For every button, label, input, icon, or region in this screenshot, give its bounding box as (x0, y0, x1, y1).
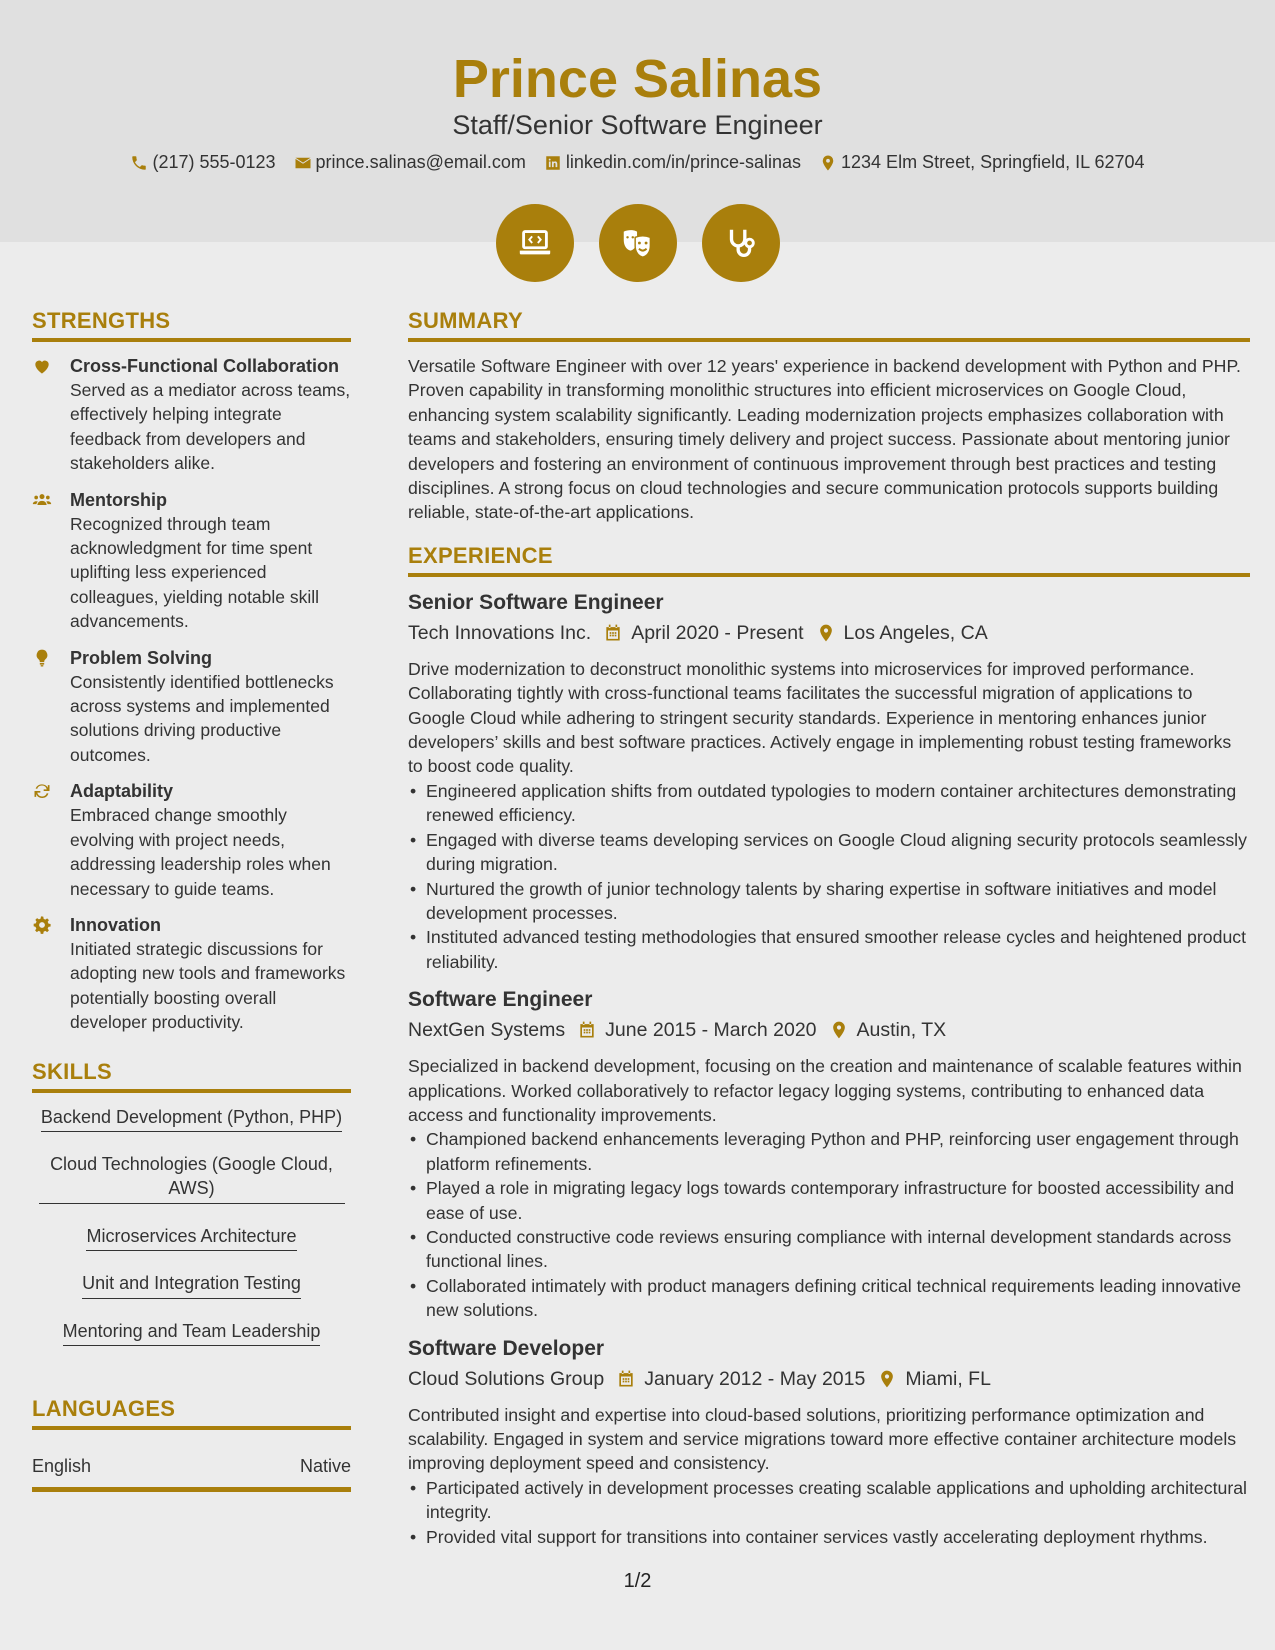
strengths-heading: STRENGTHS (32, 308, 351, 342)
skill-item: Mentoring and Team Leadership (63, 1319, 321, 1346)
strength-desc: Recognized through team acknowledgment for time spent uplifting less experienced colleagues, yielding notable skill advancements. (70, 513, 320, 632)
map-marker-icon (816, 623, 836, 643)
strength-item (32, 354, 351, 476)
candidate-name: Prince Salinas (452, 49, 823, 109)
contact-email[interactable] (294, 152, 526, 173)
job-location: Miami, FL (905, 1367, 991, 1390)
job-bullet: • Conducted constructive code reviews ensuring compliance with internal development standards across functional lines. (408, 1225, 1250, 1274)
strength-item (32, 913, 351, 1035)
strength-desc: Embraced change smoothly evolving with project needs, addressing leadership roles when necessary to guide teams. (70, 805, 331, 899)
theater-masks-icon (599, 204, 677, 282)
envelope-icon (294, 154, 312, 172)
job-desc: Contributed insight and expertise into cloud-based solutions, prioritizing performance optimization and scalability. Engaged in system and service migrations toward more effective container architecture models improving deployment speed and consistency. (408, 1404, 1237, 1474)
job-bullets (408, 1127, 1250, 1322)
calendar-icon (603, 623, 623, 643)
summary-heading: SUMMARY (408, 308, 1250, 342)
job-desc: Drive modernization to deconstruct monolithic systems into microservices for improved performance. Collaborating tightly with cross-functional teams facilitates the successful migration of applications to Google Cloud while adhering to stringent security standards. Experience in mentoring enhances junior developers’ skills and best software practices. Actively engage in implementing robust testing frameworks to boost code quality. (408, 658, 1232, 777)
job-entry (408, 589, 1250, 974)
map-marker-icon (829, 1020, 849, 1040)
gear-icon (32, 915, 52, 935)
users-icon (32, 490, 52, 510)
strength-title: Mentorship (70, 489, 167, 510)
job-title: Software Engineer (408, 988, 593, 1012)
job-entry (408, 986, 1250, 1322)
job-bullet: • Engineered application shifts from outdated typologies to modern container architectures demonstrating renewed efficiency. (408, 779, 1250, 828)
map-marker-icon (819, 154, 837, 172)
languages-heading: LANGUAGES (32, 1396, 351, 1430)
job-location: Los Angeles, CA (843, 621, 988, 644)
language-name: English (32, 1455, 92, 1476)
heart-icon (32, 356, 52, 376)
sync-icon (32, 781, 52, 801)
job-meta (408, 1365, 1250, 1393)
job-bullet: • Provided vital support for transitions into container services vastly accelerating deployment rhythms. (408, 1525, 1250, 1549)
job-bullet: • Instituted advanced testing methodologies that ensured smoother release cycles and heightened product reliability. (408, 925, 1250, 974)
strength-item (32, 779, 351, 901)
strength-title: Cross-Functional Collaboration (70, 356, 340, 376)
job-company: Tech Innovations Inc. (408, 621, 592, 644)
job-company: NextGen Systems (408, 1019, 566, 1042)
job-entry (408, 1335, 1250, 1549)
skill-item: Cloud Technologies (Google Cloud, AWS) (39, 1152, 345, 1204)
right-column (408, 308, 1250, 1561)
job-dates: January 2012 - May 2015 (644, 1367, 866, 1390)
experience-heading: EXPERIENCE (408, 543, 1250, 577)
lightbulb-icon (32, 648, 52, 668)
job-title: Senior Software Engineer (408, 590, 664, 614)
candidate-title: Staff/Senior Software Engineer (452, 110, 823, 140)
skill-item: Backend Development (Python, PHP) (41, 1105, 342, 1132)
job-dates: April 2020 - Present (631, 621, 804, 644)
linkedin-text[interactable]: linkedin.com/in/prince-salinas (565, 152, 802, 172)
contact-bar (0, 152, 1275, 173)
job-bullet: • Participated actively in development processes creating scalable applications and upholding architectural integrity. (408, 1476, 1250, 1525)
phone-icon (130, 154, 148, 172)
strength-desc: Served as a mediator across teams, effectively helping integrate feedback from developers and stakeholders alike. (70, 380, 351, 474)
strength-title: Adaptability (70, 781, 174, 802)
map-marker-icon (877, 1369, 897, 1389)
strength-desc: Initiated strategic discussions for adopting new tools and frameworks potentially boosting overall developer productivity. (70, 938, 346, 1033)
contact-linkedin[interactable] (544, 152, 801, 173)
job-location: Austin, TX (856, 1019, 947, 1042)
job-bullets (408, 1476, 1250, 1549)
skills-heading: SKILLS (32, 1059, 351, 1093)
skills-list (32, 1105, 351, 1346)
interest-icons (0, 204, 1275, 282)
calendar-icon (616, 1369, 636, 1389)
phone-text: (217) 555-0123 (152, 152, 276, 172)
job-title: Software Developer (408, 1336, 605, 1360)
job-bullet: • Engaged with diverse teams developing services on Google Cloud aligning security protocols seamlessly during migration. (408, 828, 1250, 877)
skill-item: Microservices Architecture (86, 1224, 296, 1251)
calendar-icon (577, 1020, 597, 1040)
address-text: 1234 Elm Street, Springfield, IL 62704 (841, 152, 1145, 172)
job-bullet: • Nurtured the growth of junior technology talents by sharing expertise in software initiatives and model development processes. (408, 877, 1250, 926)
email-text[interactable]: prince.salinas@email.com (315, 152, 526, 172)
job-bullet: • Played a role in migrating legacy logs towards contemporary infrastructure for boosted accessibility and ease of use. (408, 1176, 1250, 1225)
strength-item (32, 646, 351, 768)
strength-item (32, 488, 351, 634)
job-dates: June 2015 - March 2020 (605, 1019, 817, 1042)
page-number: 1/2 (623, 1570, 652, 1592)
contact-address (819, 152, 1145, 173)
job-bullet: • Collaborated intimately with product managers defining critical technical requirements leading innovative new solutions. (408, 1274, 1250, 1323)
job-company: Cloud Solutions Group (408, 1367, 605, 1390)
language-level: Native (299, 1455, 351, 1476)
skill-item: Unit and Integration Testing (82, 1271, 301, 1298)
job-desc: Specialized in backend development, focusing on the creation and maintenance of scalable features within applications. Worked collaboratively to refactor legacy logging systems, contributing to enhanced data access and functionality improvements. (408, 1056, 1242, 1125)
contact-phone (130, 152, 275, 173)
job-bullet: • Championed backend enhancements leveraging Python and PHP, reinforcing user engagement through platform refinements. (408, 1127, 1250, 1176)
strength-title: Innovation (70, 914, 161, 935)
linkedin-icon (544, 154, 562, 172)
summary-text: Versatile Software Engineer with over 12 years' experience in backend development with Python and PHP. Proven capability in transforming monolithic structures into efficient microservices on Google Cloud, enhancing system scalability significantly. Leading modernization projects emphasizes collaboration with teams and stakeholders, ensuring timely delivery and project success. Passionate about mentoring junior developers and fostering an environment of continuous improvement through best practices and testing disciplines. A strong focus on cloud technologies and secure communication protocols supports building reliable, state-of-the-art applications. (408, 356, 1241, 523)
left-column (32, 308, 351, 1492)
language-row (32, 1442, 351, 1492)
stethoscope-icon (702, 204, 780, 282)
laptop-code-icon (496, 204, 574, 282)
job-meta (408, 1016, 1250, 1044)
strength-desc: Consistently identified bottlenecks across systems and implemented solutions driving productive outcomes. (70, 671, 334, 765)
job-meta (408, 619, 1250, 647)
strength-title: Problem Solving (70, 647, 213, 668)
job-bullets (408, 779, 1250, 974)
